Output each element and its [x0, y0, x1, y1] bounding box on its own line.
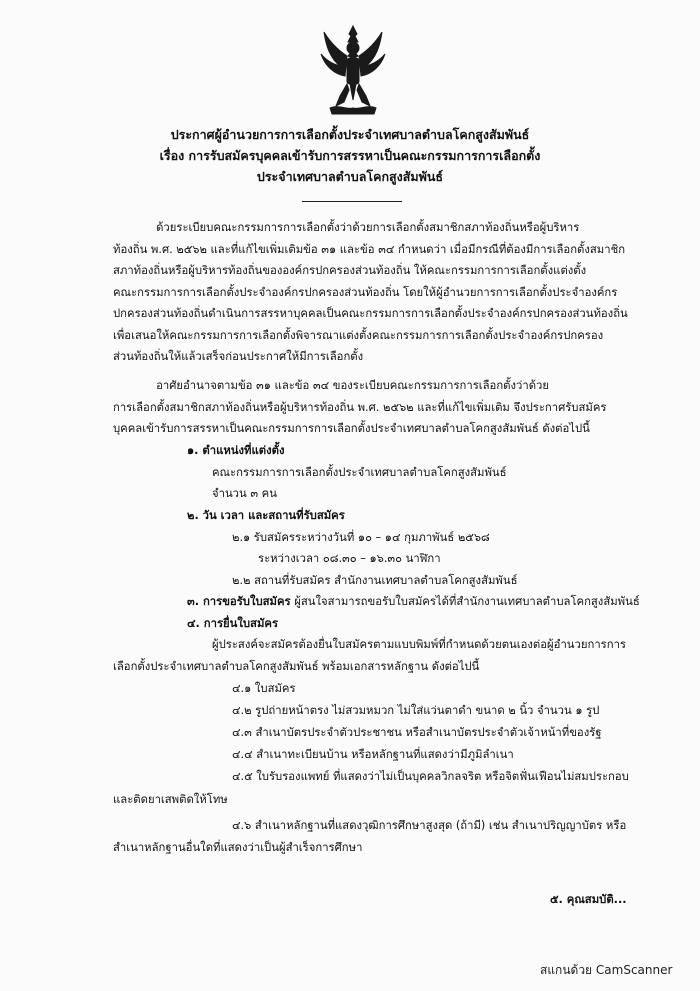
paragraph-line: ส่วนท้องถิ่นให้แล้วเสร็จก่อนประกาศให้มีการเลือกตั้ง [113, 350, 364, 363]
announcement-title [0, 124, 700, 187]
continuation-marker: ๕. คุณสมบัติ... [550, 893, 627, 906]
section-2-heading: ๒. วัน เวลา และสถานที่รับสมัคร [187, 509, 345, 522]
section-2-item-2: ๒.๒ สถานที่รับสมัคร สำนักงานเทศบาลตำบลโคกสูงสัมพันธ์ [232, 574, 518, 587]
title-line: ประกาศผู้อำนวยการการเลือกตั้งประจำเทศบาลตำบลโคกสูงสัมพันธ์ [170, 127, 530, 142]
paragraph-line: อาศัยอำนาจตามข้อ ๓๑ และข้อ ๓๔ ของระเบียบคณะกรรมการการเลือกตั้งว่าด้วย [113, 379, 550, 392]
section-3-heading: ๓. การขอรับใบสมัคร [187, 595, 291, 608]
paragraph-line: เพื่อเสนอให้คณะกรรมการการเลือกตั้งพิจารณาแต่งตั้งคณะกรรมการการเลือกตั้งประจำองค์กรปกครอง [113, 328, 604, 342]
section-3 [187, 592, 640, 610]
section-2-time: ระหว่างเวลา ๐๘.๓๐ – ๑๖.๓๐ นาฬิกา [258, 552, 441, 565]
title-divider [302, 201, 402, 202]
section-4-item: ๔.๔ สำเนาทะเบียนบ้าน หรือหลักฐานที่แสดงว่ามีภูมิลำเนา [232, 748, 514, 761]
section-4-item: ๔.๕ ใบรับรองแพทย์ ที่แสดงว่าไม่เป็นบุคคลวิกลจริต หรือจิตฟั่นเฟือนไม่สมประกอบ [232, 770, 629, 783]
section-4-item: ๔.๓ สำเนาบัตรประจำตัวประชาชน หรือสำเนาบัตรประจำตัวเจ้าหน้าที่ของรัฐ [232, 726, 602, 739]
section-4-heading: ๔. การยื่นใบสมัคร [187, 617, 279, 630]
section-1-heading: ๑. ตำแหน่งที่แต่งตั้ง [187, 444, 285, 457]
section-4-item-cont: สำเนาหลักฐานอื่นใดที่แสดงว่าเป็นผู้สำเร็จการศึกษา [113, 841, 363, 854]
subject-line: เรื่อง การรับสมัครบุคคลเข้ารับการสรรหาเป็นคณะกรรมการการเลือกตั้ง [159, 148, 541, 163]
camscanner-watermark: สแกนด้วย CamScanner [540, 963, 673, 977]
paragraph-line: ท้องถิ่น พ.ศ. ๒๕๖๒ และที่แก้ไขเพิ่มเติมข้อ ๓๑ และข้อ ๓๔ กำหนดว่า เมื่อมีกรณีที่ต้องมีการเลือกตั้งสมาชิก [113, 242, 626, 256]
paragraph-line: ด้วยระเบียบคณะกรรมการการเลือกตั้งว่าด้วยการเลือกตั้งสมาชิกสภาท้องถิ่นหรือผู้บริหาร [113, 221, 580, 234]
paragraph-line: การเลือกตั้งสมาชิกสภาท้องถิ่นหรือผู้บริหารท้องถิ่น พ.ศ. ๒๕๖๒ และที่แก้ไขเพิ่มเติม จึงประกาศรับสมัคร [113, 400, 607, 414]
section-4-item: ๔.๖ สำเนาหลักฐานที่แสดงวุฒิการศึกษาสูงสุด (ถ้ามี) เช่น สำเนาปริญญาบัตร หรือ [232, 819, 627, 832]
paragraph-line: ปกครองส่วนท้องถิ่นดำเนินการสรรหาบุคคลเป็นคณะกรรมการการเลือกตั้งประจำองค์กรปกครองส่วนท้องถิ่น [113, 307, 628, 320]
paragraph-background [113, 217, 628, 368]
paragraph-line: บุคคลเข้ารับการสรรหาเป็นคณะกรรมการการเลือกตั้งประจำเทศบาลตำบลโคกสูงสัมพันธ์ ดังต่อไปนี้ [113, 422, 590, 435]
section-1-position: คณะกรรมการการเลือกตั้งประจำเทศบาลตำบลโคกสูงสัมพันธ์ [212, 466, 507, 479]
paragraph-line: คณะกรรมการการเลือกตั้งประจำองค์กรปกครองส่วนท้องถิ่น โดยให้ผู้อำนวยการการเลือกตั้งประจำองค์กร [113, 285, 618, 299]
section-2-item-1: ๒.๑ รับสมัครระหว่างวันที่ ๑๐ – ๑๔ กุมภาพันธ์ ๒๕๖๘ [232, 531, 490, 544]
title-line: ประจำเทศบาลตำบลโคกสูงสัมพันธ์ [256, 169, 444, 184]
section-4-item-cont: และติดยาเสพติดให้โทษ [113, 793, 228, 806]
garuda-emblem-icon [318, 24, 388, 116]
paragraph-authority [113, 375, 606, 440]
paragraph-line: สภาท้องถิ่นหรือผู้บริหารท้องถิ่นขององค์กรปกครองส่วนท้องถิ่น ให้คณะกรรมการการเลือกตั้งแต่งตั้ง [113, 264, 587, 277]
section-4-intro-cont: เลือกตั้งประจำเทศบาลตำบลโคกสูงสัมพันธ์ พร้อมเอกสารหลักฐาน ดังต่อไปนี้ [113, 660, 480, 673]
section-4-intro: ผู้ประสงค์จะสมัครต้องยื่นใบสมัครตามแบบพิมพ์ที่กำหนดด้วยตนเองต่อผู้อำนวยการการ [212, 638, 626, 651]
section-3-text: ผู้สนใจสามารถขอรับใบสมัครได้ที่สำนักงานเทศบาลตำบลโคกสูงสัมพันธ์ [294, 595, 640, 608]
section-4-item: ๔.๑ ใบสมัคร [232, 682, 296, 695]
section-1-count: จำนวน ๓ คน [212, 487, 277, 500]
section-4-item: ๔.๒ รูปถ่ายหน้าตรง ไม่สวมหมวก ไม่ใส่แว่นตาดำ ขนาด ๒ นิ้ว จำนวน ๑ รูป [232, 704, 600, 717]
